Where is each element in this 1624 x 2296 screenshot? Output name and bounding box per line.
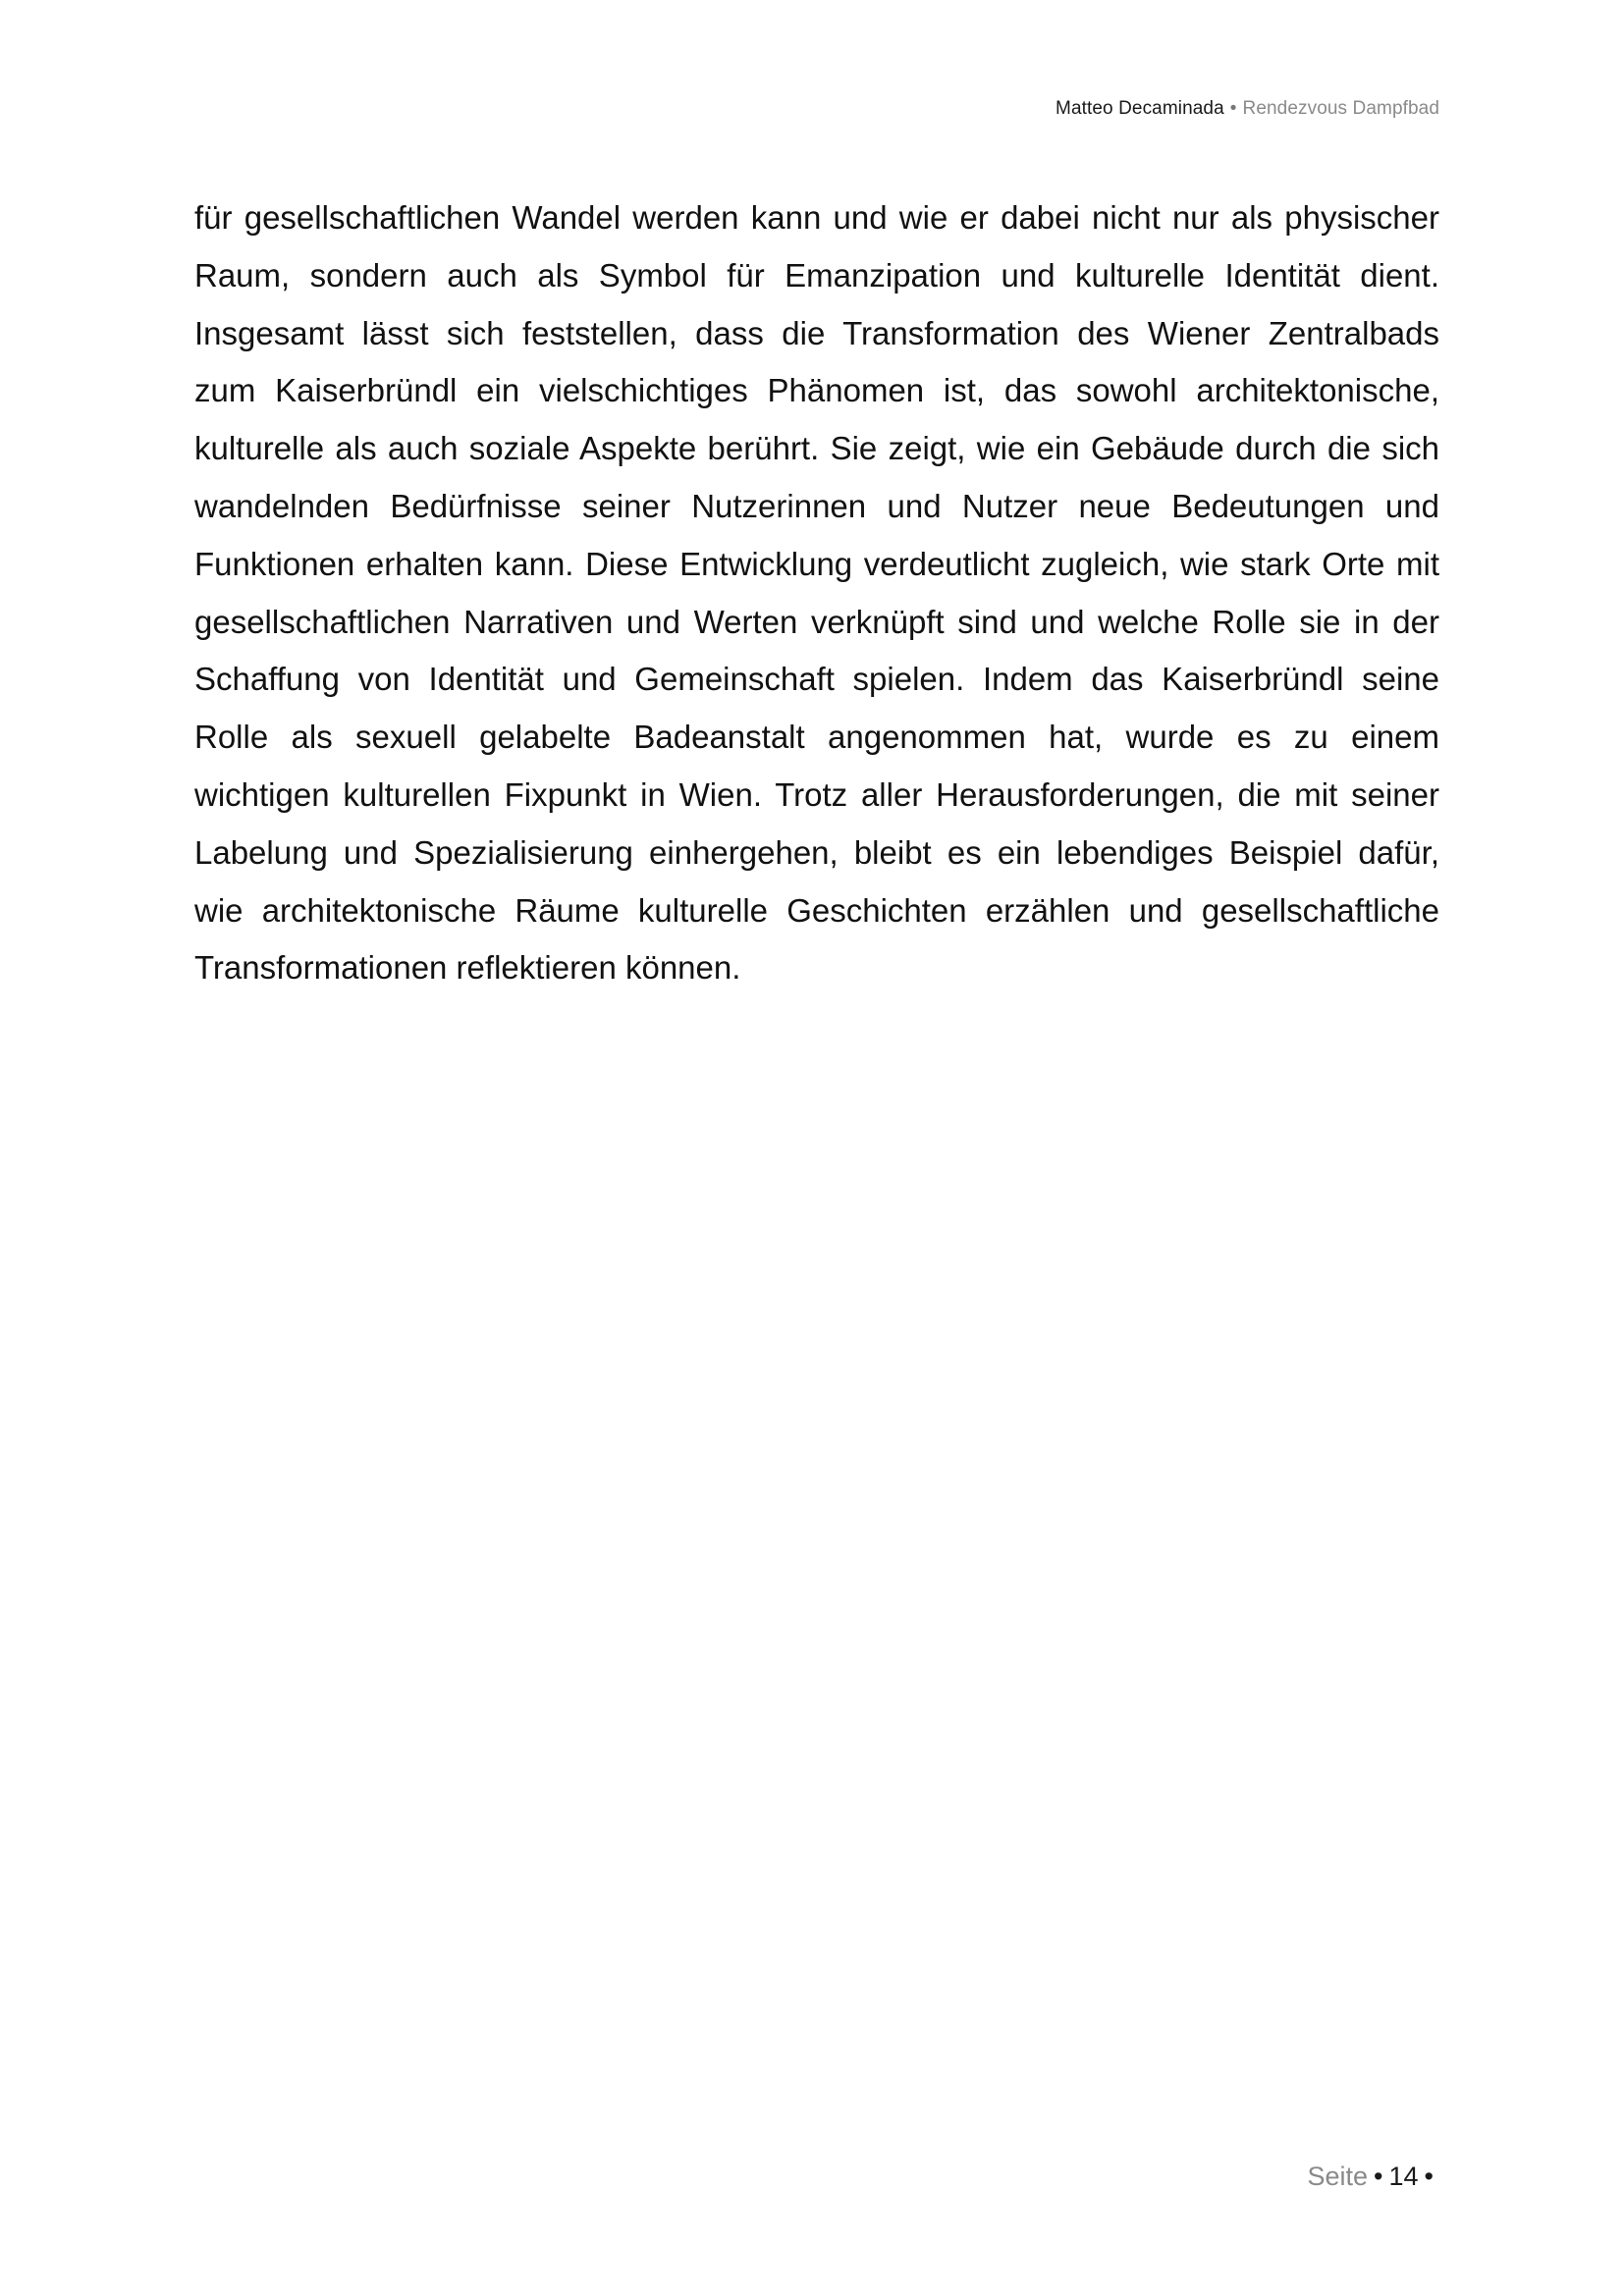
header-author: Matteo Decaminada bbox=[1056, 98, 1224, 119]
page-number: 14 bbox=[1388, 2162, 1419, 2191]
body-paragraph bbox=[194, 189, 1439, 997]
footer-dot-left: • bbox=[1374, 2162, 1383, 2191]
text-line: Funktionen erhalten kann. Diese Entwicklung verdeutlicht zugleich, wie stark Orte mit bbox=[194, 545, 1439, 582]
text-line: Schaffung von Identität und Gemeinschaft spielen. Indem das Kaiserbründl seine bbox=[194, 661, 1439, 698]
text-line: gesellschaftlichen Narrativen und Werten verknüpft sind und welche Rolle sie in der bbox=[194, 603, 1439, 640]
text-line: wie architektonische Räume kulturelle Geschichten erzählen und gesellschaftliche bbox=[194, 891, 1439, 929]
text-line: Transformationen reflektieren können. bbox=[194, 949, 741, 987]
text-line: Labelung und Spezialisierung einhergehen, bleibt es ein lebendiges Beispiel dafür, bbox=[194, 833, 1439, 871]
header-title: Rendezvous Dampfbad bbox=[1242, 98, 1439, 119]
running-header bbox=[1056, 98, 1439, 120]
text-line: Insgesamt lässt sich feststellen, dass die Transformation des Wiener Zentralbads bbox=[194, 314, 1439, 351]
text-line: wandelnden Bedürfnisse seiner Nutzerinnen und Nutzer neue Bedeutungen und bbox=[194, 487, 1439, 524]
text-line: für gesellschaftlichen Wandel werden kann und wie er dabei nicht nur als physischer bbox=[194, 199, 1439, 236]
header-separator: • bbox=[1229, 98, 1237, 119]
page-label: Seite bbox=[1307, 2162, 1369, 2191]
text-line: Rolle als sexuell gelabelte Badeanstalt angenommen hat, wurde es zu einem bbox=[194, 719, 1439, 756]
page-footer bbox=[1308, 2162, 1440, 2192]
text-line: kulturelle als auch soziale Aspekte berührt. Sie zeigt, wie ein Gebäude durch die sich bbox=[194, 430, 1439, 467]
text-line: zum Kaiserbründl ein vielschichtiges Phänomen ist, das sowohl architektonische, bbox=[194, 372, 1439, 409]
text-line: wichtigen kulturellen Fixpunkt in Wien. Trotz aller Herausforderungen, die mit seiner bbox=[194, 775, 1439, 813]
footer-dot-right: • bbox=[1424, 2162, 1434, 2191]
text-line: Raum, sondern auch als Symbol für Emanzipation und kulturelle Identität dient. bbox=[194, 256, 1439, 294]
